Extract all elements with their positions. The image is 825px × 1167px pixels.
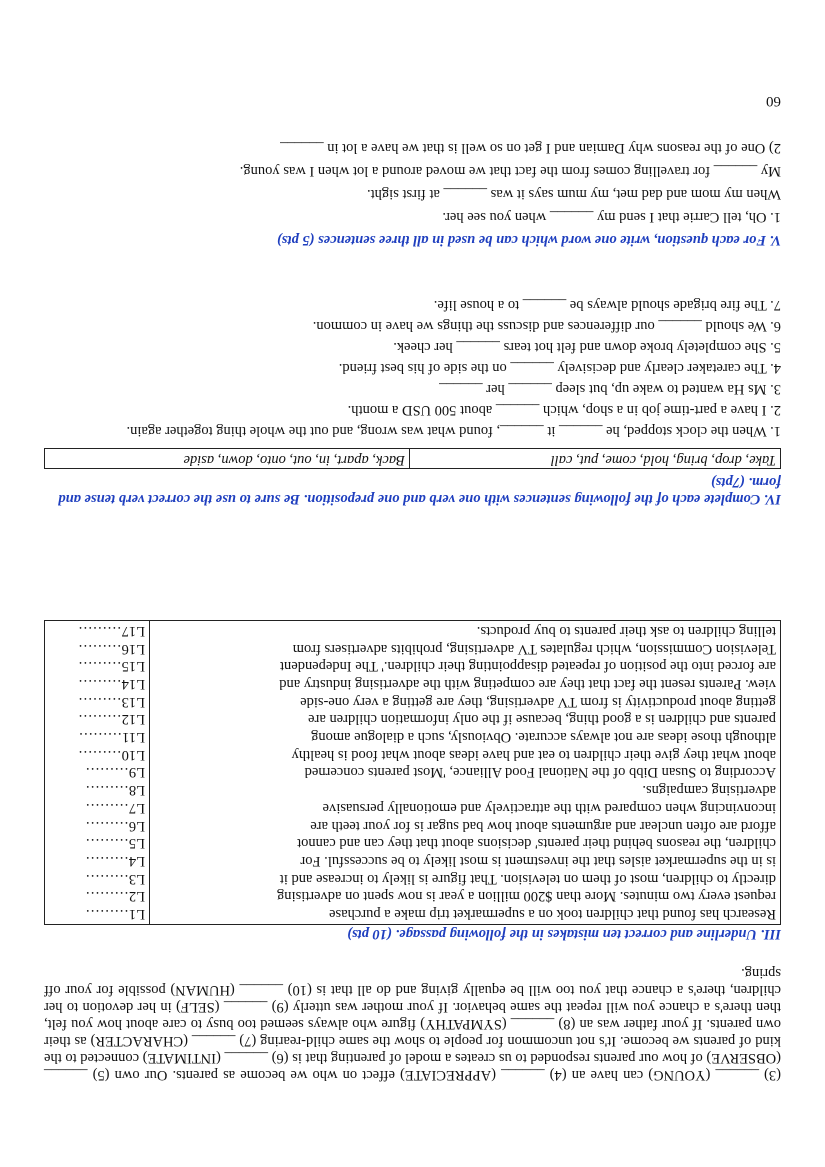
line-number-cell — [45, 621, 150, 925]
passage-line: request every two minutes. More than $200 million a year is now spent on advertising — [277, 888, 776, 905]
line-answer-slot[interactable]: L14……… — [78, 676, 145, 693]
passage-line: children, the reasons behind their parents' decisions about that they can and cannot — [297, 835, 776, 852]
passage-line: is in the supermarket aisles that the investment is most likely to be successful. For — [300, 852, 776, 869]
line-answer-slot[interactable]: L17……… — [78, 623, 145, 639]
section-3-heading: III. Underline and correct ten mistakes in the following passage. (10 pts) — [347, 926, 781, 942]
line-answer-slot[interactable]: L13……… — [78, 693, 145, 710]
section-5-heading: V. For each question, write one word which can be used in all three sentences (5 pts) — [276, 232, 781, 248]
question: 3. Ms Ha wanted to wake up, but sleep ______ her ______ — [439, 381, 781, 397]
question: 7. The fire brigade should always be ______ to a house life. — [433, 297, 781, 313]
line-answer-slot[interactable]: L16……… — [78, 640, 145, 657]
word-formation-text: (3) ______ (YOUNG) can have an (4) ______ (APPRECIATE) effect on who we become as parents. Our own (5) ______ (OBSERVE) of how our parents responded to us creates a model of parenting that is (6) ______ (INTIMATE) connected to the kind of parents we become. It's not uncommon for people to show the same child-rearing (7) ______ (CHARACTER) as their own parents. If your father was an (8) ______ (SYMPATHY) figure who always seemed too busy to care about how you felt, then there's a chance you will repeat the same behavior. If your mother was utterly (9) ______ (SELF) in her devotion to her children, there's a chance that you too will be equally giving and do all that is (10) ______ (HUMAN) possible for your off spring. — [44, 965, 781, 1083]
line-answer-slot[interactable]: L2……… — [85, 888, 145, 905]
passage-line: are forced into the position of repeated disappointing their children.' The Independent — [280, 658, 776, 675]
line-answer-slot[interactable]: L8……… — [85, 782, 145, 799]
verb-list: Take, drop, bring, hold, come, put, call — [410, 449, 781, 469]
passage-line: getting about productivity is from TV advertising, they are getting a very one-side — [300, 693, 776, 710]
line-answer-slot[interactable]: L3……… — [85, 870, 145, 887]
passage-line: although those ideas are not always accurate. Obviously, such a dialogue among — [311, 729, 776, 746]
line-answer-slot[interactable]: L1……… — [85, 906, 145, 922]
passage-line: According to Susan Dibb of the National Food Alliance, 'Most parents concerned — [304, 764, 776, 781]
passage-line: Television Commission, which regulates TV advertising, prohibits advertisers from — [292, 640, 776, 657]
section-3 — [44, 620, 781, 942]
error-passage-cell — [150, 621, 781, 925]
question: 4. The caretaker clearly and decisively ______ on the side of his best friend. — [338, 360, 781, 376]
question: 1. Oh, tell Carrie that I send my ______ when you see her. — [442, 209, 781, 225]
passage-line: inconvincing when compared with the attractively and emotionally persuasive — [322, 799, 776, 816]
line-answer-slot[interactable]: L5……… — [85, 835, 145, 852]
line-answer-slot[interactable]: L10……… — [78, 746, 145, 763]
section-4-heading: IV. Complete each of the following sentences with one verb and one preposition. Be sure to use the correct verb tense and form. (7pts) — [58, 474, 781, 507]
word-formation-passage — [44, 964, 781, 1083]
error-correction-table — [44, 620, 781, 925]
passage-line: parents and children is a good thing, because if the only information children are — [308, 711, 776, 728]
line-answer-slot[interactable]: L6……… — [85, 817, 145, 834]
question: My ______ for travelling comes from the fact that we moved around a lot when I was young. — [239, 163, 781, 179]
passage-line: advertising campaigns. — [642, 782, 776, 799]
passage-line: afford are often unclear and arguments about how bad sugar is for your teeth are — [310, 817, 776, 834]
word-box — [44, 448, 781, 469]
line-answer-slot[interactable]: L7……… — [85, 799, 145, 816]
section-4 — [44, 296, 781, 507]
line-answer-slot[interactable]: L4……… — [85, 852, 145, 869]
line-answer-slot[interactable]: L15……… — [78, 658, 145, 675]
page-number: 60 — [766, 93, 781, 109]
line-answer-slot[interactable]: L11……… — [78, 729, 145, 746]
question: 1. When the clock stopped, he ______ it ______, found what was wrong, and out the whole thing together again. — [126, 423, 781, 439]
preposition-list: Back, apart, in, out, onto, down, aside — [45, 449, 410, 469]
question: 2. I have a part-time job in a shop, which ______ about 500 USD a month. — [347, 402, 781, 418]
question: 6. We should ______ our differences and discuss the things we have in common. — [312, 318, 781, 334]
question-list — [44, 296, 781, 439]
passage-line: view. Parents resent the fact that they are competing with the advertising industry and — [279, 676, 776, 693]
passage-line: about what they give their children to eat and have ideas about what food is healthy — [291, 746, 776, 763]
line-answer-slot[interactable]: L12……… — [78, 711, 145, 728]
question: 5. She completely broke down and felt hot tears ______ her cheek. — [393, 339, 781, 355]
passage-line: telling children to ask their parents to buy products. — [476, 623, 776, 639]
line-answer-slot[interactable]: L9……… — [85, 764, 145, 781]
section-5 — [44, 139, 781, 248]
passage-line: Research has found that children took on a supermarket trip make a purchase — [329, 906, 776, 922]
question: When my mom and dad met, my mum says it was ______ at first sight. — [366, 186, 781, 202]
passage-line: directly to children, most of them on television. That figure is likely to increase and it — [279, 870, 776, 887]
question: 2) One of the reasons why Damian and I get on so well is that we have a lot in ______ — [280, 140, 781, 156]
